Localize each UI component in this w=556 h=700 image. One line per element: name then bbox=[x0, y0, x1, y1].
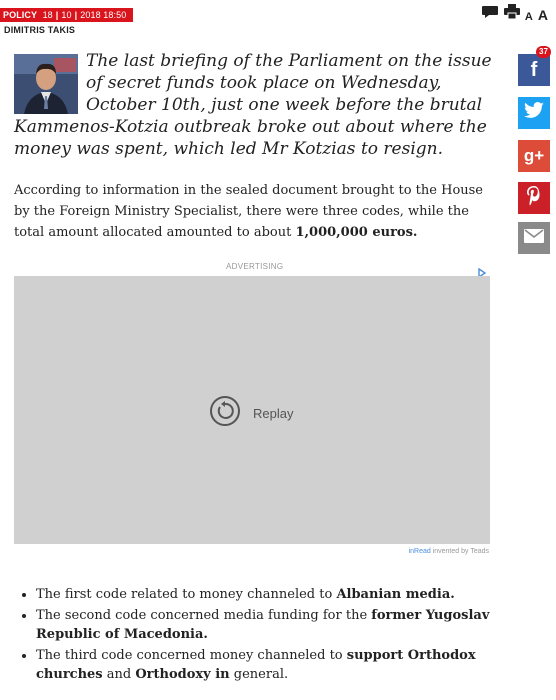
email-share-button[interactable] bbox=[518, 222, 550, 254]
codes-list bbox=[14, 585, 516, 686]
twitter-icon bbox=[523, 102, 545, 125]
body-paragraph bbox=[14, 180, 494, 243]
comment-icon[interactable] bbox=[481, 4, 499, 23]
list-item: • The third code concerned money channeled to support Orthodox churches and Orthodoxy in general. bbox=[36, 646, 516, 684]
google-plus-icon: g+ bbox=[523, 146, 545, 165]
body-text: According to information in the sealed document brought to the House by the Foreign Ministry Specialist, there were three codes, while the total amount allocated amounted to about bbox=[14, 183, 484, 240]
lead-text: The last briefing of the Parliament on the issue of secret funds took place on Wednesday, October 10th, just one week before the brutal Kammenos-Kotzia outbreak broke out about where the money was spent, which led Mr Kotzias to resign. bbox=[14, 51, 492, 159]
category-date-tag[interactable]: POLICY 18 | 10 | 2018 18:50 bbox=[0, 8, 133, 22]
replay-label: Replay bbox=[253, 405, 294, 421]
pinterest-share-button[interactable] bbox=[518, 182, 550, 214]
article-tools bbox=[481, 4, 548, 23]
adchoices-icon[interactable] bbox=[477, 263, 487, 273]
article-meta-bar bbox=[0, 8, 133, 22]
font-decrease-button[interactable]: A bbox=[524, 11, 533, 23]
lead-paragraph bbox=[14, 50, 498, 160]
pinterest-icon bbox=[525, 185, 543, 212]
font-increase-button[interactable]: A bbox=[537, 7, 548, 23]
twitter-share-button[interactable] bbox=[518, 97, 550, 129]
email-icon bbox=[524, 229, 544, 248]
date-day: 18 bbox=[42, 10, 53, 20]
facebook-icon: f bbox=[530, 58, 538, 81]
print-icon[interactable] bbox=[504, 4, 520, 23]
facebook-share-button[interactable] bbox=[518, 54, 550, 86]
replay-icon bbox=[209, 395, 241, 431]
share-count-badge: 37 bbox=[536, 46, 551, 58]
date-time: 2018 18:50 bbox=[80, 10, 127, 20]
category-label[interactable]: POLICY bbox=[3, 10, 37, 20]
replay-button[interactable] bbox=[209, 395, 293, 431]
body-amount: 1,000,000 euros. bbox=[295, 225, 418, 240]
google-plus-share-button[interactable] bbox=[518, 140, 550, 172]
date-month: 10 bbox=[61, 10, 72, 20]
author-name[interactable]: DIMITRIS TAKIS bbox=[4, 25, 76, 35]
advertising-label: ADVERTISING bbox=[226, 262, 284, 271]
list-item: • The first code related to money channeled to Albanian media. bbox=[36, 585, 516, 604]
list-item: • The second code concerned media funding for the former Yugoslav Republic of Macedonia. bbox=[36, 606, 516, 644]
ad-credit[interactable]: inRead invented by Teads bbox=[408, 548, 489, 555]
